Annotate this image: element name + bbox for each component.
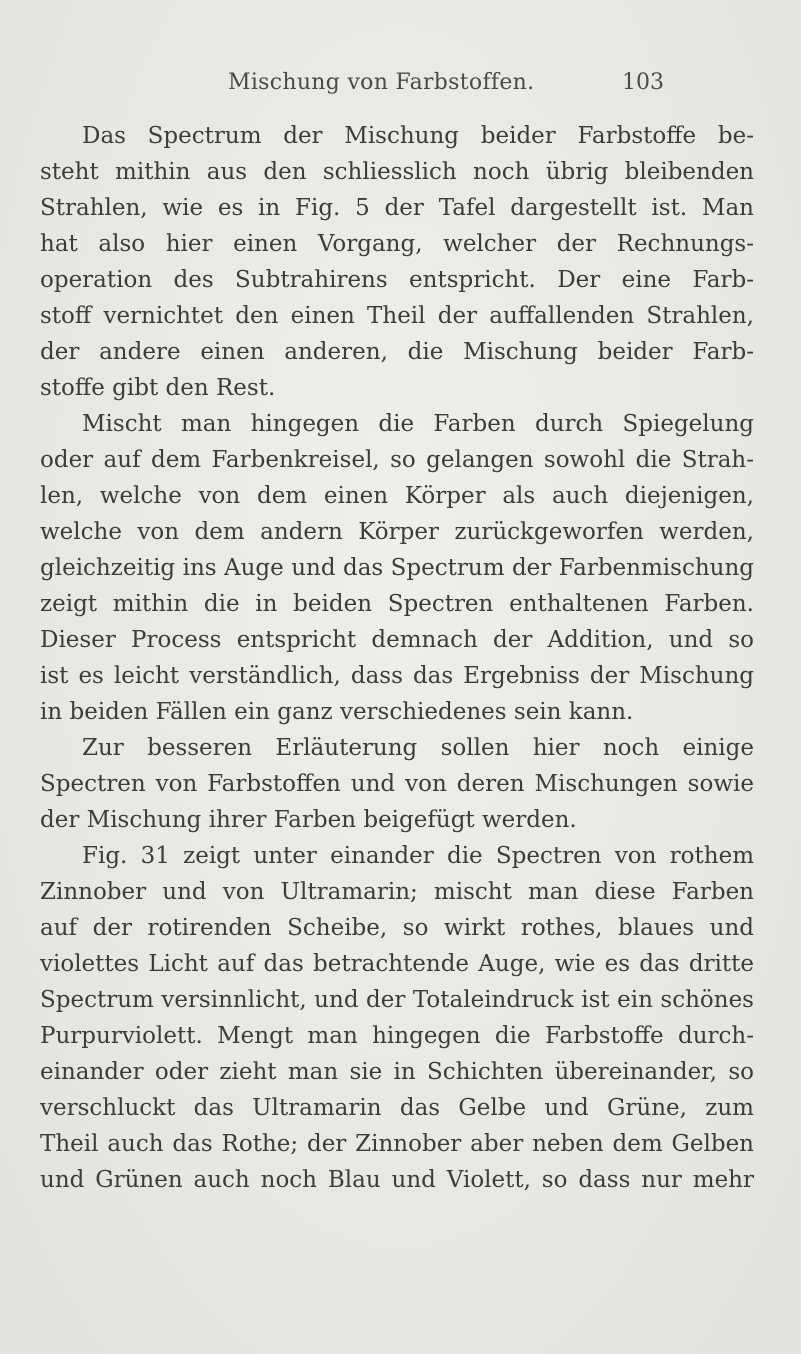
text-line: Strahlen, wie es in Fig. 5 der Tafel dargestellt ist. Man	[40, 195, 754, 221]
text-line: Mischt man hingegen die Farben durch Spiegelung	[82, 411, 754, 437]
text-line: Fig. 31 zeigt unter einander die Spectren von rothem	[82, 843, 754, 869]
text-line: verschluckt das Ultramarin das Gelbe und Grüne, zum	[40, 1095, 754, 1121]
text-line: steht mithin aus den schliesslich noch übrig bleibenden	[40, 159, 754, 185]
text-line: Spectren von Farbstoffen und von deren Mischungen sowie	[40, 771, 754, 797]
text-line: ist es leicht verständlich, dass das Ergebniss der Mischung	[40, 663, 754, 689]
text-line: Theil auch das Rothe; der Zinnober aber neben dem Gelben	[40, 1131, 754, 1157]
text-line: operation des Subtrahirens entspricht. Der eine Farb-	[40, 267, 754, 293]
text-line: Das Spectrum der Mischung beider Farbstoffe be-	[82, 123, 754, 149]
text-line: Dieser Process entspricht demnach der Addition, und so	[40, 627, 754, 653]
text-line: gleichzeitig ins Auge und das Spectrum der Farbenmischung	[40, 555, 754, 581]
text-line: in beiden Fällen ein ganz verschiedenes sein kann.	[40, 699, 634, 725]
text-line: hat also hier einen Vorgang, welcher der Rechnungs-	[40, 231, 754, 257]
text-line: auf der rotirenden Scheibe, so wirkt rothes, blaues und	[40, 915, 754, 941]
text-line: Spectrum versinnlicht, und der Totaleindruck ist ein schönes	[40, 987, 754, 1013]
text-line: einander oder zieht man sie in Schichten übereinander, so	[40, 1059, 754, 1085]
running-title: Mischung von Farbstoffen.	[228, 70, 535, 95]
text-line: und Grünen auch noch Blau und Violett, so dass nur mehr	[40, 1167, 754, 1193]
text-line: Zinnober und von Ultramarin; mischt man diese Farben	[40, 879, 754, 905]
text-line: der andere einen anderen, die Mischung beider Farb-	[40, 339, 754, 365]
text-line: stoff vernichtet den einen Theil der auffallenden Strahlen,	[40, 303, 754, 329]
text-line: stoffe gibt den Rest.	[40, 375, 276, 401]
text-line: der Mischung ihrer Farben beigefügt werden.	[40, 807, 577, 833]
text-line: Purpurviolett. Mengt man hingegen die Farbstoffe durch-	[40, 1023, 754, 1049]
text-line: zeigt mithin die in beiden Spectren enthaltenen Farben.	[40, 591, 754, 617]
text-line: oder auf dem Farbenkreisel, so gelangen sowohl die Strah-	[40, 447, 754, 473]
page-number: 103	[622, 70, 664, 95]
text-line: len, welche von dem einen Körper als auch diejenigen,	[40, 483, 754, 509]
text-line: violettes Licht auf das betrachtende Auge, wie es das dritte	[40, 951, 754, 977]
text-line: welche von dem andern Körper zurückgeworfen werden,	[40, 519, 754, 545]
text-line: Zur besseren Erläuterung sollen hier noch einige	[82, 735, 754, 761]
page-header	[0, 70, 801, 100]
body-text	[40, 118, 754, 1198]
